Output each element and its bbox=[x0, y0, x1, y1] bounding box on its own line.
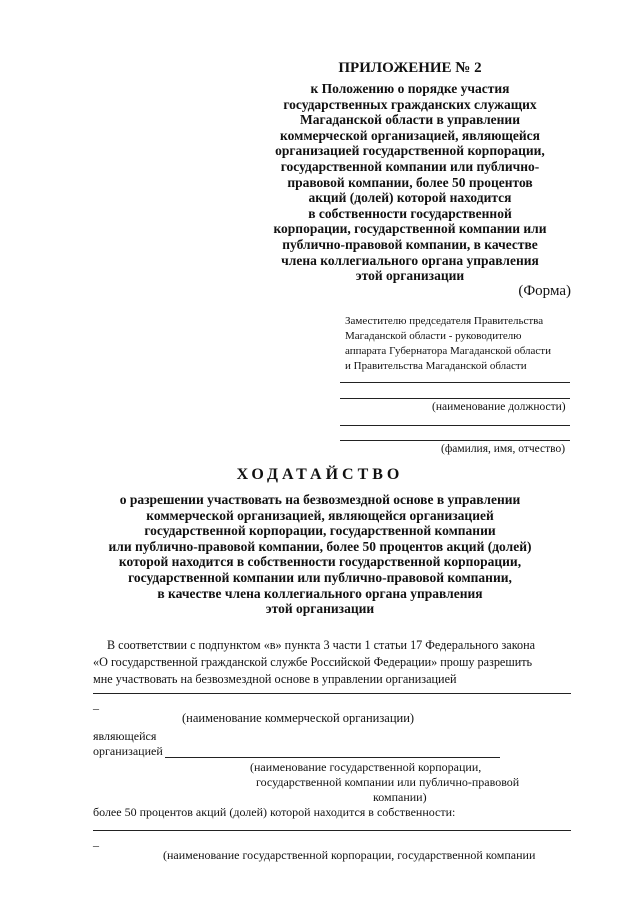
form-label: (Форма) bbox=[518, 283, 571, 299]
body-line: мне участвовать на безвозмездной основе в управлении организацией bbox=[93, 672, 457, 686]
position-fill-line[interactable] bbox=[340, 398, 570, 399]
addressee-line: и Правительства Магаданской области bbox=[345, 360, 527, 372]
petition-subtitle-line: этой организации bbox=[265, 601, 375, 617]
state-corp-caption: компании) bbox=[373, 790, 427, 804]
petition-subtitle-line: в качестве члена коллегиального органа управления bbox=[157, 585, 483, 601]
dash-mark: _ bbox=[93, 697, 99, 711]
appendix-line: к Положению о порядке участия bbox=[310, 81, 510, 96]
petition-subtitle bbox=[60, 492, 580, 617]
appendix-line: коммерческой организацией, являющейся bbox=[280, 127, 540, 143]
petition-title: ХОДАТАЙСТВО bbox=[236, 466, 404, 483]
appendix-line: акций (долей) которой находится bbox=[308, 190, 512, 206]
owner-fill-line[interactable] bbox=[93, 830, 571, 831]
name-caption: (фамилия, имя, отчество) bbox=[441, 443, 566, 455]
position-fill-line[interactable] bbox=[340, 382, 570, 383]
commercial-org-fill-line[interactable] bbox=[93, 693, 571, 694]
commercial-org-caption: (наименование коммерческой организации) bbox=[182, 711, 415, 725]
petition-subtitle-line: государственной корпорации, государственной компании bbox=[144, 523, 496, 539]
addressee-line: Магаданской области - руководителю bbox=[345, 330, 522, 342]
appendix-line: публично-правовой компании, в качестве bbox=[282, 236, 538, 252]
org-label: организацией bbox=[93, 744, 163, 758]
addressee-block bbox=[345, 314, 575, 374]
petition-subtitle-line: или публично-правовой компании, более 50 процентов акций (долей) bbox=[108, 538, 532, 554]
addressee-line: аппарата Губернатора Магаданской области bbox=[345, 345, 551, 357]
appendix-line: организацией государственной корпорации, bbox=[275, 143, 545, 159]
dash-mark: _ bbox=[93, 834, 99, 848]
appendix-line: государственной компании или публично- bbox=[280, 158, 540, 174]
petition-subtitle-line: государственной компании или публично-правовой компании, bbox=[128, 569, 512, 585]
body-paragraph bbox=[93, 637, 573, 688]
shares-text: более 50 процентов акций (долей) которой находится в собственности: bbox=[93, 805, 456, 819]
petition-subtitle-line: коммерческой организацией, являющейся организацией bbox=[146, 507, 494, 523]
petition-subtitle-line: о разрешении участвовать на безвозмездной основе в управлении bbox=[119, 492, 521, 507]
appendix-line: этой организации bbox=[355, 268, 465, 284]
appendix-title: ПРИЛОЖЕНИЕ № 2 bbox=[338, 60, 482, 76]
appendix-line: в собственности государственной bbox=[308, 205, 512, 221]
name-fill-line[interactable] bbox=[340, 440, 570, 441]
appendix-line: правовой компании, более 50 процентов bbox=[287, 174, 533, 190]
body-line: В соответствии с подпунктом «в» пункта 3 части 1 статьи 17 Федерального закона bbox=[107, 638, 536, 652]
appendix-line: корпорации, государственной компании или bbox=[273, 221, 547, 237]
state-corp-caption: (наименование государственной корпорации, bbox=[250, 760, 482, 774]
state-corp-fill-line[interactable] bbox=[165, 757, 500, 758]
name-fill-line[interactable] bbox=[340, 425, 570, 426]
addressee-line: Заместителю председателя Правительства bbox=[345, 315, 544, 327]
appendix-line: государственных гражданских служащих bbox=[283, 96, 537, 112]
position-caption: (наименование должности) bbox=[432, 401, 566, 413]
appendix-line: члена коллегиального органа управления bbox=[281, 252, 539, 268]
body-line: «О государственной гражданской службе Российской Федерации» прошу разрешить bbox=[93, 655, 533, 669]
state-corp-caption: государственной компании или публично-правовой bbox=[256, 775, 520, 789]
owner-caption: (наименование государственной корпорации, государственной компании bbox=[163, 848, 536, 862]
petition-subtitle-line: которой находится в собственности государственной корпорации, bbox=[118, 554, 522, 570]
being-label: являющейся bbox=[93, 729, 157, 743]
appendix-line: Магаданской области в управлении bbox=[300, 112, 520, 128]
appendix-heading bbox=[250, 60, 570, 284]
